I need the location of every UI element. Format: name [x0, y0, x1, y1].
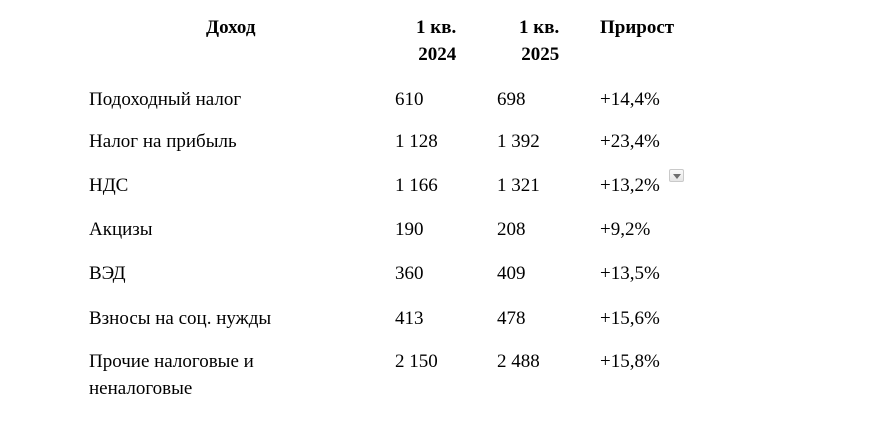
row-name: Взносы на соц. нужды	[89, 308, 272, 329]
row-name: Налог на прибыль	[89, 131, 237, 152]
row-growth: +15,8%	[600, 351, 660, 372]
row-name: Акцизы	[89, 219, 153, 240]
dropdown-button[interactable]	[669, 169, 684, 182]
header-q1-2024	[416, 14, 456, 68]
row-value-2024: 610	[395, 89, 424, 110]
row-name: ВЭД	[89, 263, 126, 284]
row-value-2025: 1 321	[497, 175, 540, 196]
row-value-2024: 1 128	[395, 131, 438, 152]
row-name-line1: Прочие налоговые и	[89, 351, 254, 372]
row-value-2024: 190	[395, 219, 424, 240]
row-value-2024: 2 150	[395, 351, 438, 372]
row-value-2025: 409	[497, 263, 526, 284]
row-value-2025: 478	[497, 308, 526, 329]
row-growth: +13,2%	[600, 175, 660, 196]
header-q1-2024-line2: 2024	[418, 44, 457, 65]
header-income: Доход	[206, 17, 256, 38]
row-growth: +15,6%	[600, 308, 660, 329]
row-growth: +14,4%	[600, 89, 660, 110]
row-name: НДС	[89, 175, 129, 196]
header-q1-2025-line2: 2025	[521, 44, 560, 65]
header-growth: Прирост	[600, 17, 675, 38]
row-value-2024: 413	[395, 308, 424, 329]
header-q1-2025-line1: 1 кв.	[519, 17, 560, 38]
row-value-2025: 2 488	[497, 351, 540, 372]
row-value-2025: 208	[497, 219, 526, 240]
chevron-down-icon	[673, 174, 681, 179]
row-growth: +9,2%	[600, 219, 651, 240]
row-value-2025: 1 392	[497, 131, 540, 152]
row-value-2025: 698	[497, 89, 526, 110]
row-name-line2: неналоговые	[89, 378, 193, 399]
row-growth: +13,5%	[600, 263, 660, 284]
row-name: Подоходный налог	[89, 89, 242, 110]
row-growth: +23,4%	[600, 131, 660, 152]
header-q1-2025	[519, 14, 559, 68]
row-name	[89, 348, 254, 402]
row-value-2024: 1 166	[395, 175, 438, 196]
row-value-2024: 360	[395, 263, 424, 284]
header-q1-2024-line1: 1 кв.	[416, 17, 457, 38]
